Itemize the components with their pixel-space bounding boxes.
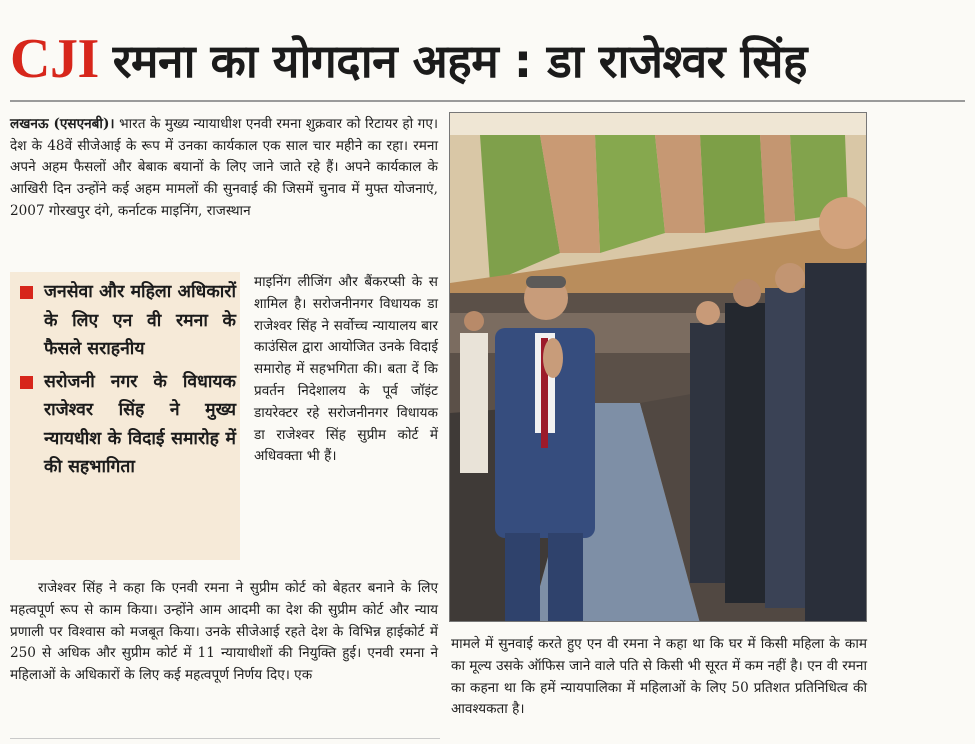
article-bottom-left: राजेश्वर सिंह ने कहा कि एनवी रमना ने सुप्रीम कोर्ट को बेहतर बनाने के लिए महत्वपूर्ण रूप से काम किया। उन्होंने आम आदमी का देश की सुप्रीम कोर्ट और न्याय प्रणाली पर विश्वास को मजबूत किया। उनके सीजेआई रहते देश के विभिन्न हाईकोर्ट में 250 से अधिक और सुप्रीम कोर्ट में 11 न्यायाधीशों की नियुक्ति हुई। एनवी रमना ने महिलाओं के अधिकारों के लिए कई महत्वपूर्ण निर्णय दिए। एक [10, 580, 438, 684]
highlight-box [10, 272, 240, 560]
headline [10, 24, 970, 94]
dateline: लखनऊ (एसएनबी)। [10, 116, 115, 132]
intro-text: भारत के मुख्य न्यायाधीश एनवी रमना शुक्रवार को रिटायर हो गए। देश के 48वें सीजेआई के रूप में उनका कार्यकाल एक साल चार महीने का रहा। रमना अपने अहम फैसलों और बेबाक बयानों के लिए जाने जाते रहे हैं। अपने कार्यकाल के आखिरी दिन उन्होंने कई अहम मामलों की सुनवाई की जिसमें चुनाव में मुफ्त योजनाएं, 2007 गोरखपुर दंगे, कर्नाटक माइनिंग, राजस्थान [10, 116, 438, 219]
headline-prefix: CJI [10, 28, 99, 90]
highlight-text: सरोजनी नगर के विधायक राजेश्वर सिंह ने मुख्य न्यायधीश के विदाई समारोह में की सहभागिता [44, 371, 236, 477]
highlight-item [16, 368, 236, 482]
highlight-item [16, 278, 236, 364]
headline-divider [10, 100, 965, 102]
highlight-text: जनसेवा और महिला अधिकारों के लिए एन वी रमना के फैसले सराहनीय [44, 282, 236, 359]
article-intro [10, 114, 438, 223]
bottom-divider [10, 738, 440, 739]
square-bullet-icon [20, 286, 33, 299]
article-middle-column: माइनिंग लीजिंग और बैंकरप्सी के स शामिल है। सरोजनीनगर विधायक डा राजेश्वर सिंह ने सर्वोच्च न्यायालय बार काउंसिल द्वारा आयोजित उनके विदाई समारोह में सहभगिता की। बता दें कि प्रवर्तन निदेशालय के पूर्व जॉइंट डायरेक्टर रहे सरोजनीनगर विधायक डा राजेश्वर सिंह सुप्रीम कोर्ट में अधिवक्ता भी हैं। [254, 274, 438, 465]
square-bullet-icon [20, 376, 33, 389]
article-bottom-right: मामले में सुनवाई करते हुए एन वी रमना ने कहा था कि घर में किसी महिला के काम का मूल्य उसके ऑफिस जाने वाले पति से किसी भी सूरत में कम नहीं है। एन वी रमना का कहना था कि हमें न्यायपालिका में महिलाओं के लिए 50 प्रतिशत प्रतिनिधित्व की आवश्यकता है। [451, 636, 867, 718]
event-photo [449, 112, 867, 622]
headline-text: रमना का योगदान अहम : डा राजेश्वर सिंह [112, 34, 807, 88]
